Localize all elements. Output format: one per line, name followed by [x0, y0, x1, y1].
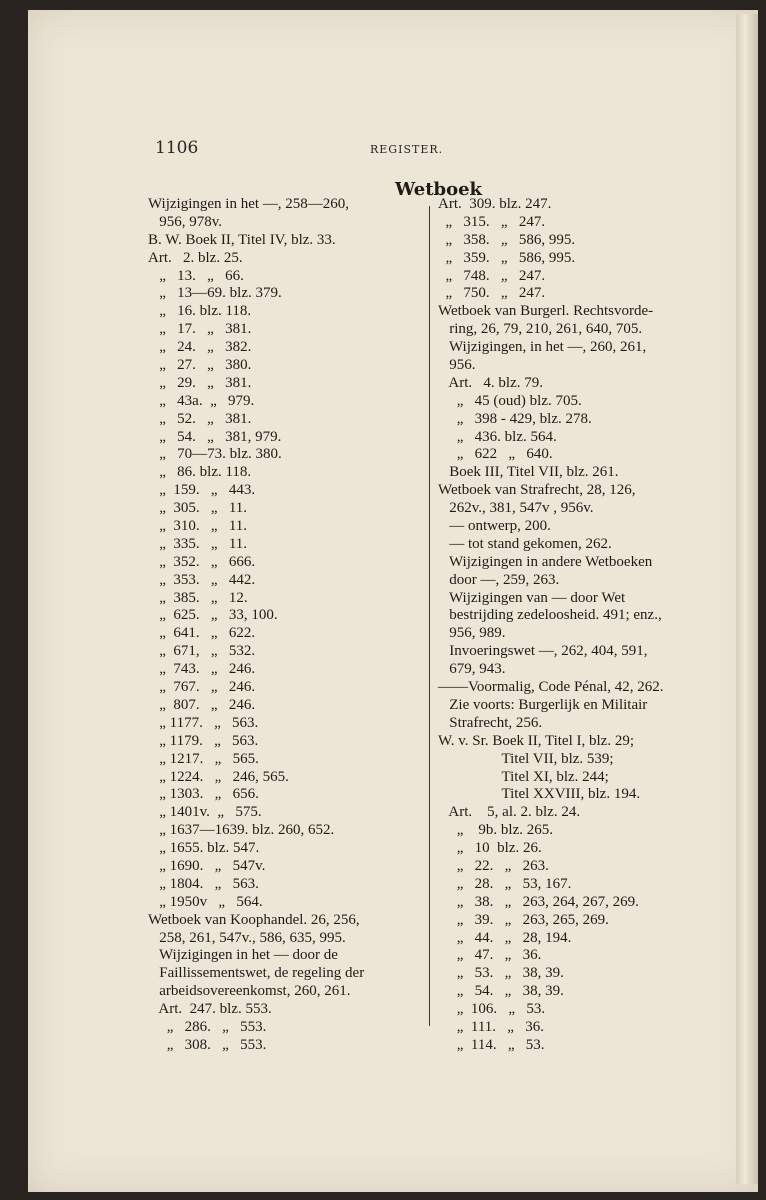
index-entry: „ 767. „ 246.	[148, 679, 256, 696]
index-entry: „ 86. blz. 118.	[148, 464, 252, 481]
index-entry: „ 750. „ 247.	[438, 285, 546, 302]
index-entry: ——Voormalig, Code Pénal, 42, 262.	[438, 679, 664, 696]
index-entry: „ 24. „ 382.	[148, 339, 252, 356]
index-entry: „ 22. „ 263.	[438, 857, 549, 874]
index-entry: „ 10 blz. 26.	[438, 840, 542, 857]
index-entry: 956, 978v.	[148, 213, 223, 230]
index-entry: Wijzigingen in andere Wetboeken	[438, 553, 653, 570]
index-entry: 258, 261, 547v., 586, 635, 995.	[148, 929, 346, 946]
index-entry: „ 286. „ 553.	[148, 1018, 267, 1035]
right-column	[438, 196, 710, 1055]
index-entry: „ 807. „ 246.	[148, 696, 256, 713]
index-entry: „ 310. „ 11.	[148, 518, 248, 535]
index-entry: „ 622 „ 640.	[438, 446, 553, 463]
index-entry: „ 358. „ 586, 995.	[438, 231, 576, 248]
index-entry: „ 308. „ 553.	[148, 1036, 267, 1053]
index-entry: „ 13—69. blz. 379.	[148, 285, 282, 302]
index-entry: Titel XI, blz. 244;	[438, 768, 609, 785]
index-entry: „ 1637—1639. blz. 260, 652.	[148, 822, 335, 839]
index-entry: „ 671, „ 532.	[148, 643, 256, 660]
index-entry: „ 114. „ 53.	[438, 1036, 545, 1053]
index-entry: Zie voorts: Burgerlijk en Militair	[438, 696, 648, 713]
index-entry: Wijzigingen in het — door de	[148, 947, 338, 964]
index-entry: Boek III, Titel VII, blz. 261.	[438, 464, 619, 481]
index-entry: „ 352. „ 666.	[148, 553, 256, 570]
index-entry: 956.	[438, 357, 476, 374]
index-entry: W. v. Sr. Boek II, Titel I, blz. 29;	[438, 732, 634, 749]
page-number: 1106	[155, 138, 199, 158]
index-entry: „ 1217. „ 565.	[148, 750, 259, 767]
index-entry: „ 1401v. „ 575.	[148, 804, 262, 821]
index-entry: „ 44. „ 28, 194.	[438, 929, 572, 946]
index-entry: 956, 989.	[438, 625, 506, 642]
index-entry: Titel VII, blz. 539;	[438, 750, 614, 767]
index-entry: B. W. Boek II, Titel IV, blz. 33.	[148, 231, 336, 248]
index-entry: „ 45 (oud) blz. 705.	[438, 392, 582, 409]
index-entry: Wijzigingen in het —, 258—260,	[148, 196, 350, 212]
index-entry: „ 335. „ 11.	[148, 535, 248, 552]
index-entry: „ 16. blz. 118.	[148, 303, 252, 320]
index-entry: „ 47. „ 36.	[438, 947, 542, 964]
index-entry: 262v., 381, 547v , 956v.	[438, 500, 594, 517]
index-entry: „ 54. „ 381, 979.	[148, 428, 282, 445]
section-title: Wetboek	[395, 179, 483, 200]
index-entry: „ 54. „ 38, 39.	[438, 983, 564, 1000]
index-entry: „ 1950v „ 564.	[148, 893, 263, 910]
index-entry: „ 13. „ 66.	[148, 267, 244, 284]
index-entry: ring, 26, 79, 210, 261, 640, 705.	[438, 321, 643, 338]
index-entry: Art. 247. blz. 553.	[148, 1001, 272, 1018]
index-entry: „ 28. „ 53, 167.	[438, 875, 572, 892]
index-entry: Faillissementswet, de regeling der	[148, 965, 365, 982]
index-entry: „ 359. „ 586, 995.	[438, 249, 576, 266]
index-entry: „ 1179. „ 563.	[148, 732, 259, 749]
index-entry: „ 43a. „ 979.	[148, 392, 255, 409]
index-entry: „ 1224. „ 246, 565.	[148, 768, 289, 785]
index-entry: „ 641. „ 622.	[148, 625, 256, 642]
column-divider	[429, 206, 430, 1026]
index-entry: „ 53. „ 38, 39.	[438, 965, 564, 982]
index-entry: Wetboek van Burgerl. Rechtsvorde-	[438, 303, 654, 320]
index-entry: „ 38. „ 263, 264, 267, 269.	[438, 893, 639, 910]
index-entry: Wetboek van Koophandel. 26, 256,	[148, 911, 360, 928]
index-entry: Art. 5, al. 2. blz. 24.	[438, 804, 581, 821]
index-entry: Strafrecht, 256.	[438, 714, 543, 731]
index-entry: „ 398 - 429, blz. 278.	[438, 410, 592, 427]
index-entry: „ 17. „ 381.	[148, 321, 252, 338]
running-title: REGISTER.	[370, 143, 444, 156]
index-entry: 679, 943.	[438, 661, 506, 678]
index-entry: „ 52. „ 381.	[148, 410, 252, 427]
index-entry: Titel XXVIII, blz. 194.	[438, 786, 641, 803]
page-edge	[736, 14, 758, 1184]
index-entry: „ 159. „ 443.	[148, 482, 256, 499]
index-entry: „ 315. „ 247.	[438, 213, 546, 230]
index-entry: Wijzigingen van — door Wet	[438, 589, 626, 606]
index-entry: Wetboek van Strafrecht, 28, 126,	[438, 482, 636, 499]
index-entry: „ 748. „ 247.	[438, 267, 546, 284]
index-entry: „ 106. „ 53.	[438, 1001, 546, 1018]
index-entry: — tot stand gekomen, 262.	[438, 535, 612, 552]
index-entry: — ontwerp, 200.	[438, 518, 551, 535]
index-entry: door —, 259, 263.	[438, 571, 560, 588]
index-entry: „ 353. „ 442.	[148, 571, 256, 588]
index-entry: „ 39. „ 263, 265, 269.	[438, 911, 609, 928]
index-entry: „ 743. „ 246.	[148, 661, 256, 678]
index-entry: „ 111. „ 36.	[438, 1018, 544, 1035]
left-column	[148, 196, 423, 1055]
index-entry: „ 1655. blz. 547.	[148, 840, 260, 857]
index-entry: bestrijding zedeloosheid. 491; enz.,	[438, 607, 662, 624]
index-entry: Invoeringswet —, 262, 404, 591,	[438, 643, 648, 660]
index-entry: „ 1804. „ 563.	[148, 875, 259, 892]
index-entry: „ 385. „ 12.	[148, 589, 248, 606]
index-entry: „ 436. blz. 564.	[438, 428, 557, 445]
index-entry: Wijzigingen, in het —, 260, 261,	[438, 339, 647, 356]
index-entry: „ 305. „ 11.	[148, 500, 248, 517]
index-entry: „ 27. „ 380.	[148, 357, 252, 374]
index-entry: „ 625. „ 33, 100.	[148, 607, 278, 624]
index-entry: „ 70—73. blz. 380.	[148, 446, 282, 463]
index-entry: „ 1303. „ 656.	[148, 786, 259, 803]
index-entry: arbeidsovereenkomst, 260, 261.	[148, 983, 351, 1000]
index-entry: Art. 2. blz. 25.	[148, 249, 243, 266]
index-entry: Art. 309. blz. 247.	[438, 196, 552, 212]
index-entry: „ 1177. „ 563.	[148, 714, 259, 731]
index-entry: Art. 4. blz. 79.	[438, 374, 543, 391]
index-entry: „ 9b. blz. 265.	[438, 822, 553, 839]
index-entry: „ 1690. „ 547v.	[148, 857, 266, 874]
index-entry: „ 29. „ 381.	[148, 374, 252, 391]
